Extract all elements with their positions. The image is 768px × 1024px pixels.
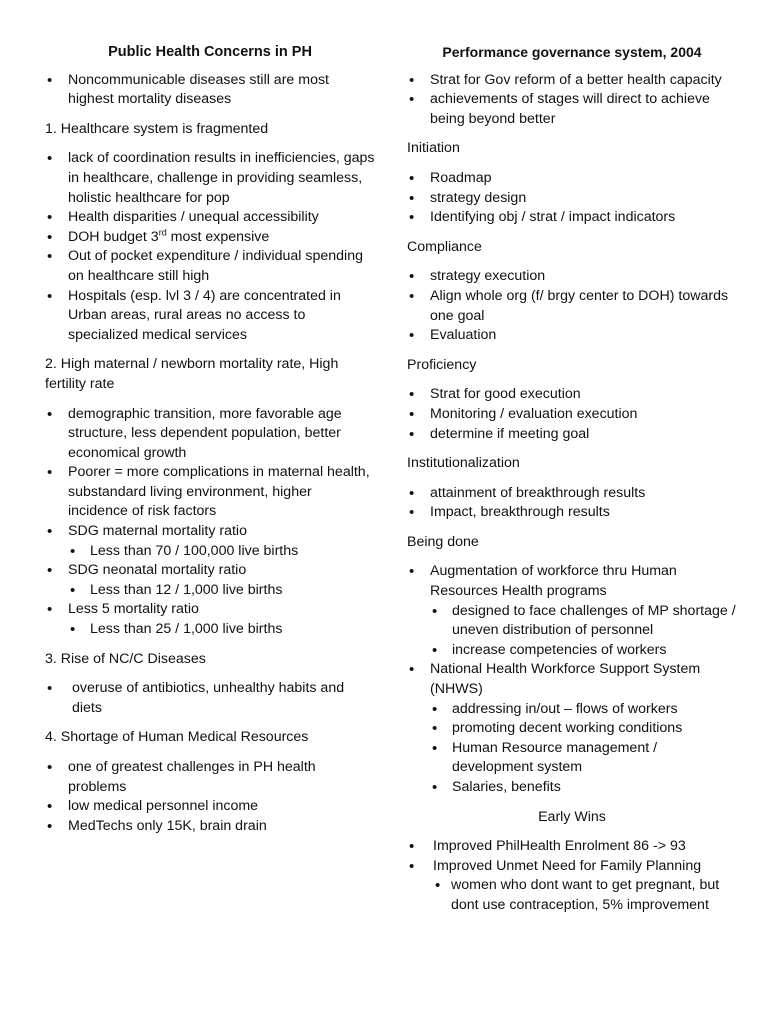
list-item: • achievements of stages will direct to achieve being beyond better — [407, 90, 737, 129]
section-2-list — [45, 405, 375, 640]
stage-heading-initiation: Initiation — [407, 140, 460, 157]
initiation-list — [407, 169, 737, 228]
sub-list — [433, 876, 737, 915]
list-item: • demographic transition, more favorable age structure, less dependent population, better economical growth — [45, 405, 375, 464]
sub-list-item: • Less than 70 / 100,000 live births — [68, 542, 375, 562]
list-item: • Noncommunicable diseases still are most highest mortality diseases — [45, 71, 375, 110]
section-heading-1: 1. Healthcare system is fragmented — [45, 120, 269, 137]
section-heading-4: 4. Shortage of Human Medical Resources — [45, 729, 309, 746]
sub-list — [68, 620, 375, 640]
section-4-list — [45, 758, 375, 836]
list-item — [407, 562, 737, 660]
list-item — [45, 522, 375, 561]
sub-list-item: • Less than 25 / 1,000 live births — [68, 620, 375, 640]
early-wins-heading: Early Wins — [538, 808, 606, 825]
list-item: • Evaluation — [407, 326, 737, 346]
sub-list-item: • promoting decent working conditions — [430, 719, 737, 739]
intro-list — [45, 71, 375, 110]
list-item: • Out of pocket expenditure / individual spending on healthcare still high — [45, 247, 375, 286]
list-item: • Identifying obj / strat / impact indicators — [407, 208, 737, 228]
list-item: • Roadmap — [407, 169, 737, 189]
stage-heading-institutionalization: Institutionalization — [407, 455, 520, 472]
list-item: • Strat for Gov reform of a better health capacity — [407, 71, 737, 91]
stage-heading-compliance: Compliance — [407, 238, 482, 255]
doh-budget-text-end: most expensive — [166, 228, 270, 245]
list-item — [407, 660, 737, 797]
right-column — [407, 43, 737, 926]
sub-list-item: • Less than 12 / 1,000 live births — [68, 581, 375, 601]
section-3-list — [45, 679, 375, 718]
list-item: • Monitoring / evaluation execution — [407, 405, 737, 425]
list-item-text: Improved Unmet Need for Family Planning — [433, 857, 702, 874]
sub-list-item: • addressing in/out – flows of workers — [430, 700, 737, 720]
sub-list-item: • designed to face challenges of MP shortage / uneven distribution of personnel — [430, 602, 737, 641]
list-item: • MedTechs only 15K, brain drain — [45, 817, 375, 837]
left-column — [45, 43, 375, 846]
list-item — [407, 857, 737, 916]
being-done-list — [407, 562, 737, 797]
list-item: • strategy execution — [407, 267, 737, 287]
compliance-list — [407, 267, 737, 345]
list-item-text: Less 5 mortality ratio — [68, 601, 199, 618]
section-heading-3: 3. Rise of NC/C Diseases — [45, 650, 206, 667]
left-title: Public Health Concerns in PH — [108, 44, 312, 60]
list-item-text: SDG neonatal mortality ratio — [68, 562, 247, 579]
list-item: • Strat for good execution — [407, 385, 737, 405]
pgs-intro-list — [407, 71, 737, 130]
list-item-doh-budget — [45, 228, 375, 248]
list-item: • one of greatest challenges in PH health problems — [45, 758, 375, 797]
list-item: • Improved PhilHealth Enrolment 86 -> 93 — [407, 837, 737, 857]
early-wins-list — [407, 837, 737, 915]
stage-heading-being-done: Being done — [407, 533, 479, 550]
list-item: • overuse of antibiotics, unhealthy habits and diets — [45, 679, 375, 718]
sub-list — [68, 542, 375, 562]
list-item: • Impact, breakthrough results — [407, 503, 737, 523]
list-item: • Health disparities / unequal accessibility — [45, 208, 375, 228]
sub-list — [68, 581, 375, 601]
section-heading-2: 2. High maternal / newborn mortality rate, High fertility rate — [45, 356, 339, 392]
list-item: • low medical personnel income — [45, 797, 375, 817]
sub-list-item: • Human Resource management / development system — [430, 739, 737, 778]
list-item: • attainment of breakthrough results — [407, 484, 737, 504]
list-item-text: SDG maternal mortality ratio — [68, 523, 247, 540]
proficiency-list — [407, 385, 737, 444]
sub-list — [430, 700, 737, 798]
list-item-text: Augmentation of workforce thru Human Resources Health programs — [430, 563, 677, 600]
list-item: • determine if meeting goal — [407, 425, 737, 445]
sub-list-item: • increase competencies of workers — [430, 641, 737, 661]
stage-heading-proficiency: Proficiency — [407, 356, 477, 373]
right-title: Performance governance system, 2004 — [442, 44, 702, 60]
list-item: • Hospitals (esp. lvl 3 / 4) are concentrated in Urban areas, rural areas no access to specialized medical services — [45, 287, 375, 346]
section-1-list — [45, 149, 375, 345]
list-item: • strategy design — [407, 189, 737, 209]
sub-list — [430, 602, 737, 661]
sub-list-item: • Salaries, benefits — [430, 778, 737, 798]
list-item — [45, 600, 375, 639]
doh-budget-text: DOH budget 3 — [68, 228, 159, 245]
list-item: • Align whole org (f/ brgy center to DOH) towards one goal — [407, 287, 737, 326]
ordinal-suffix: rd — [158, 227, 167, 238]
list-item-text: National Health Workforce Support System (NHWS) — [430, 661, 701, 698]
list-item: • lack of coordination results in inefficiencies, gaps in healthcare, challenge in providing seamless, holistic healthcare for pop — [45, 149, 375, 208]
list-item — [45, 561, 375, 600]
sub-list-item: • women who dont want to get pregnant, but dont use contraception, 5% improvement — [433, 876, 737, 915]
institutionalization-list — [407, 484, 737, 523]
list-item: • Poorer = more complications in maternal health, substandard living environment, higher incidence of risk factors — [45, 463, 375, 522]
